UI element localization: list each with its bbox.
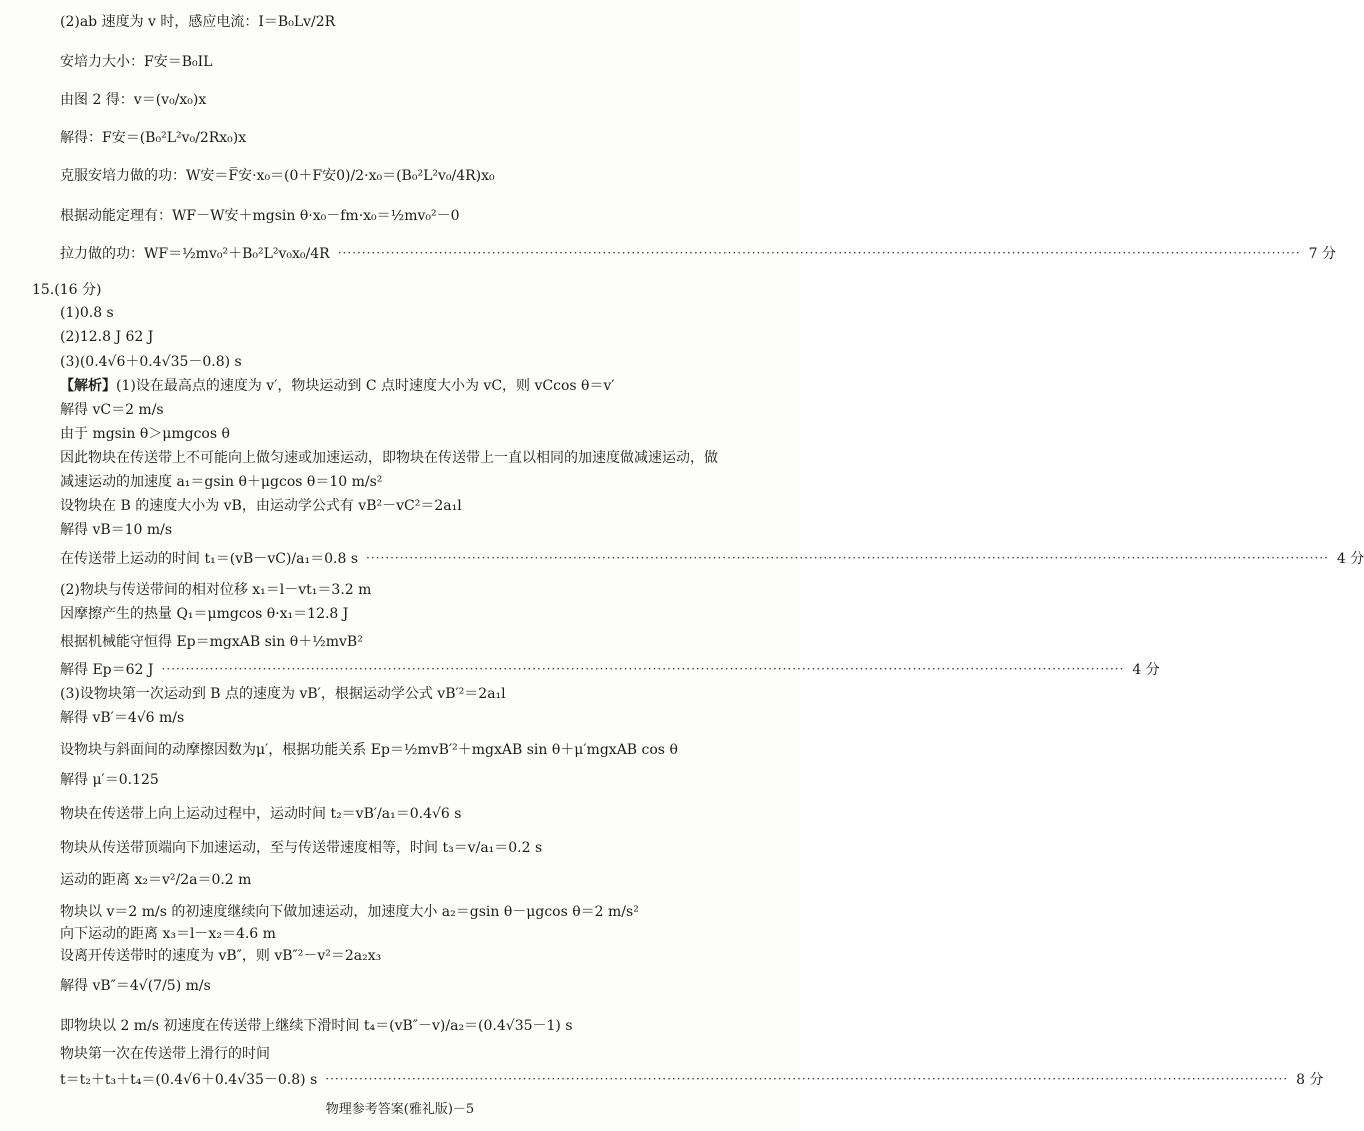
line-text: (1)0.8 s bbox=[60, 305, 114, 321]
solution-line bbox=[0, 372, 800, 398]
line-text: 根据动能定理有：WF－W安＋mgsin θ·x₀－fm·x₀＝½mv₀²－0 bbox=[60, 208, 460, 224]
line-text: 因摩擦产生的热量 Q₁＝μmgcos θ·x₁＝12.8 J bbox=[60, 606, 349, 622]
line-text: 解得 vB＝10 m/s bbox=[60, 522, 173, 538]
line-text: 设物块在 B 的速度大小为 vB，由运动学公式有 vB²－vC²＝2a₁l bbox=[60, 498, 462, 514]
solution-line bbox=[0, 348, 800, 374]
solution-line bbox=[0, 766, 800, 792]
solution-line bbox=[0, 516, 800, 542]
line-text: 解得 vB′＝4√6 m/s bbox=[60, 710, 185, 726]
line-text: 设离开传送带时的速度为 vB″，则 vB″²－v²＝2a₂x₃ bbox=[60, 948, 382, 964]
line-text: 克服安培力做的功：W安＝F̅安·x₀＝(0＋F安0)/2·x₀＝(B₀²L²v₀/4R)x₀ bbox=[60, 168, 495, 184]
line-text: 因此物块在传送带上不可能向上做匀速或加速运动，即物块在传送带上一直以相同的加速度做减速运动，做 bbox=[60, 450, 718, 466]
solution-line bbox=[0, 628, 800, 654]
solution-line bbox=[0, 680, 800, 706]
solution-line bbox=[0, 124, 800, 150]
line-text: 物块第一次在传送带上滑行的时间 bbox=[60, 1046, 270, 1062]
leader-dots: ········································································································································································································ bbox=[366, 551, 1329, 565]
solution-line bbox=[0, 545, 1364, 571]
solution-line bbox=[0, 324, 800, 350]
score-label: 8 分 bbox=[1296, 1072, 1324, 1088]
line-text: 设物块与斜面间的动摩擦因数为μ′，根据功能关系 Ep＝½mvB′²＋mgxAB sin θ＋μ′mgxAB cos θ bbox=[60, 742, 678, 758]
score-label: 4 分 bbox=[1336, 551, 1364, 567]
solution-line bbox=[0, 800, 800, 826]
solution-line bbox=[0, 162, 800, 188]
solution-line bbox=[0, 1040, 800, 1066]
line-text: 由图 2 得：v＝(v₀/x₀)x bbox=[60, 92, 207, 108]
leader-dots: ········································································································································································································ bbox=[161, 662, 1125, 676]
line-text: (2)12.8 J 62 J bbox=[60, 329, 154, 345]
line-text: (2)物块与传送带间的相对位移 x₁＝l－vt₁＝3.2 m bbox=[60, 582, 372, 598]
solution-line bbox=[0, 86, 800, 112]
solution-line bbox=[0, 420, 800, 446]
line-text: 物块从传送带顶端向下加速运动，至与传送带速度相等，时间 t₃＝v/a₁＝0.2 s bbox=[60, 840, 543, 856]
score-label: 7 分 bbox=[1308, 246, 1336, 262]
solution-line bbox=[0, 736, 800, 762]
solution-line bbox=[0, 1066, 1324, 1092]
solution-line bbox=[0, 8, 800, 34]
solution-line bbox=[0, 300, 800, 326]
line-text: 即物块以 2 m/s 初速度在传送带上继续下滑时间 t₄＝(vB″－v)/a₂＝(0.4√35－1) s bbox=[60, 1018, 573, 1034]
line-text: 拉力做的功：WF＝½mv₀²＋B₀²L²v₀x₀/4R bbox=[60, 246, 330, 262]
line-text: 解得：F安＝(B₀²L²v₀/2Rx₀)x bbox=[60, 130, 247, 146]
solution-line bbox=[0, 704, 800, 730]
line-text: 物块以 v＝2 m/s 的初速度继续向下做加速运动，加速度大小 a₂＝gsin θ－μgcos θ＝2 m/s² bbox=[60, 904, 639, 920]
score-label: 4 分 bbox=[1132, 662, 1160, 678]
line-text: 减速运动的加速度 a₁＝gsin θ＋μgcos θ＝10 m/s² bbox=[60, 474, 383, 490]
solution-line bbox=[0, 866, 800, 892]
solution-line bbox=[0, 48, 800, 74]
solution-line bbox=[0, 942, 800, 968]
line-text: 物块在传送带上向上运动过程中，运动时间 t₂＝vB′/a₁＝0.4√6 s bbox=[60, 806, 462, 822]
solution-line bbox=[0, 1012, 800, 1038]
solution-line bbox=[0, 468, 800, 494]
solution-line bbox=[0, 492, 800, 518]
solution-line bbox=[0, 834, 800, 860]
line-text: 运动的距离 x₂＝v²/2a＝0.2 m bbox=[60, 872, 252, 888]
leader-dots: ········································································································································································································ bbox=[337, 246, 1301, 260]
line-text: 解得 μ′＝0.125 bbox=[60, 772, 159, 788]
solution-line bbox=[0, 396, 800, 422]
solution-line bbox=[0, 600, 800, 626]
line-text: 根据机械能守恒得 Ep＝mgxAB sin θ＋½mvB² bbox=[60, 634, 363, 650]
line-text: t＝t₂＋t₃＋t₄＝(0.4√6＋0.4√35－0.8) s bbox=[60, 1072, 318, 1088]
line-text: 解得 Ep＝62 J bbox=[60, 662, 154, 678]
line-text: 【解析】(1)设在最高点的速度为 v′，物块运动到 C 点时速度大小为 vC，则 vCcos θ＝v′ bbox=[60, 378, 615, 394]
line-text: (3)设物块第一次运动到 B 点的速度为 vB′，根据运动学公式 vB′²＝2a₁l bbox=[60, 686, 506, 702]
line-text: 由于 mgsin θ＞μmgcos θ bbox=[60, 426, 230, 442]
line-text: (3)(0.4√6＋0.4√35－0.8) s bbox=[60, 354, 242, 370]
line-text: 向下运动的距离 x₃＝l－x₂＝4.6 m bbox=[60, 926, 276, 942]
line-text: 解得 vC＝2 m/s bbox=[60, 402, 164, 418]
solution-line bbox=[0, 576, 800, 602]
solution-line bbox=[0, 276, 800, 302]
line-text: (2)ab 速度为 v 时，感应电流：I＝B₀Lv/2R bbox=[60, 14, 336, 30]
line-text: 安培力大小：F安＝B₀IL bbox=[60, 54, 213, 70]
solution-line bbox=[0, 972, 800, 998]
page-footer: 物理参考答案(雅礼版)－5 bbox=[325, 1102, 475, 1117]
line-text: 解得 vB″＝4√(7/5) m/s bbox=[60, 978, 211, 994]
solution-line bbox=[0, 656, 1160, 682]
line-text: 在传送带上运动的时间 t₁＝(vB－vC)/a₁＝0.8 s bbox=[60, 551, 359, 567]
solution-line bbox=[0, 240, 1336, 266]
solution-line bbox=[0, 444, 800, 470]
line-text: 15.(16 分) bbox=[32, 282, 102, 298]
leader-dots: ········································································································································································································ bbox=[325, 1072, 1289, 1086]
solution-line bbox=[0, 202, 800, 228]
